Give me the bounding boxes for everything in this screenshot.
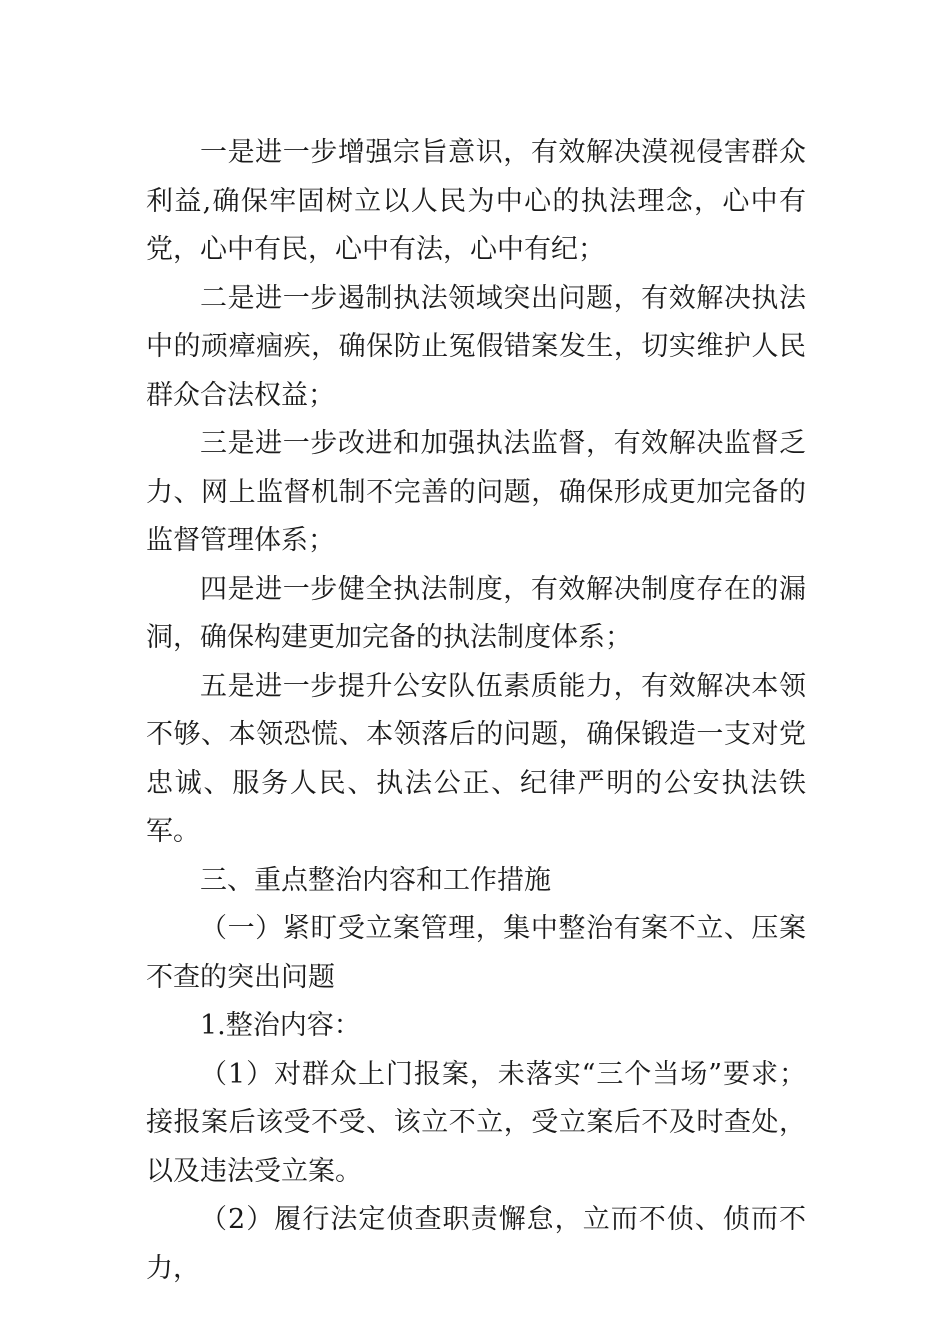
paragraph-goal-4: 四是进一步健全执法制度，有效解决制度存在的漏洞，确保构建更加完备的执法制度体系；	[146, 573, 806, 653]
paragraph-goal-5: 五是进一步提升公安队伍素质能力，有效解决本领不够、本领恐慌、本领落后的问题，确保锻造一支对党忠诚、服务人民、执法公正、纪律严明的公安执法铁军。	[146, 670, 806, 847]
section-heading: 三、重点整治内容和工作措施	[200, 864, 551, 896]
paragraph-item-1: （1）对群众上门报案，未落实“三个当场”要求；接报案后该受不受、该立不立，受立案后不及时查处，以及违法受立案。	[146, 1058, 806, 1187]
item-heading: 1.整治内容：	[200, 1010, 361, 1041]
paragraph-goal-2: 二是进一步遏制执法领域突出问题，有效解决执法中的顽瘴痼疾，确保防止冤假错案发生，切实维护人民群众合法权益；	[146, 282, 806, 411]
paragraph-goal-1: 一是进一步增强宗旨意识，有效解决漠视侵害群众利益,确保牢固树立以人民为中心的执法理念，心中有党，心中有民，心中有法，心中有纪；	[146, 137, 806, 265]
paragraph-item-2: （2）履行法定侦查职责懈怠，立而不侦、侦而不力，	[146, 1204, 806, 1284]
paragraph-goal-3: 三是进一步改进和加强执法监督，有效解决监督乏力、网上监督机制不完善的问题，确保形成更加完备的监督管理体系；	[146, 428, 806, 556]
subsection-heading: （一）紧盯受立案管理，集中整治有案不立、压案不查的突出问题	[146, 913, 806, 993]
document-body	[146, 129, 806, 1293]
